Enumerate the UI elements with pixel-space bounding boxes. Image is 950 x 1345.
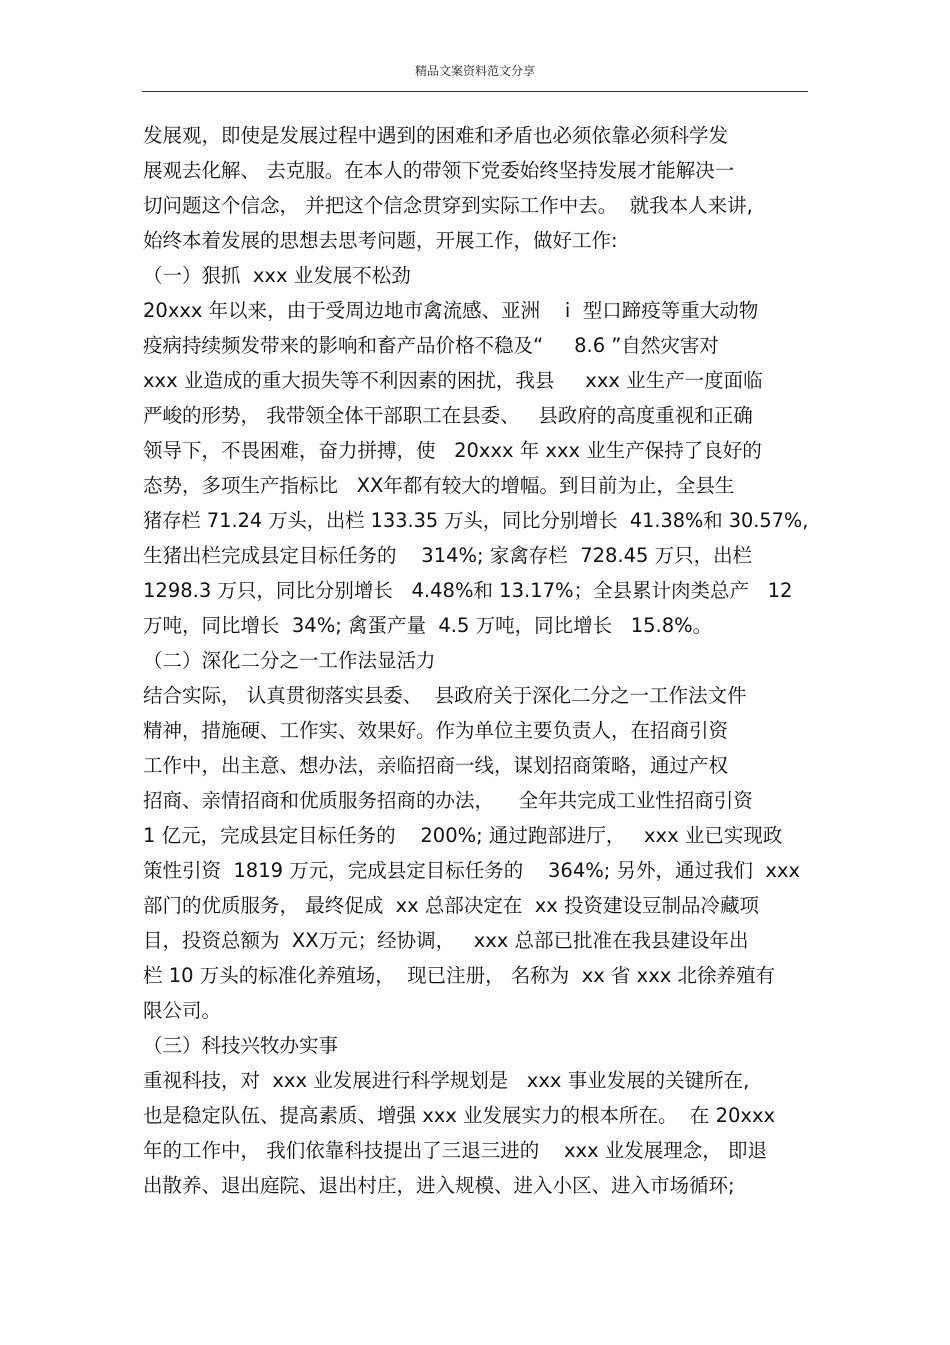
text-line: 严峻的形势， 我带领全体干部职工在县委、 县政府的高度重视和正确	[143, 404, 753, 427]
header-rule	[142, 91, 808, 92]
text-line: 结合实际， 认真贯彻落实县委、 县政府关于深化二分之一工作法文件	[143, 684, 747, 707]
text-line: 万吨，同比增长 34%; 禽蛋产量 4.5 万吨，同比增长 15.8%。	[143, 614, 713, 637]
page-header: 精品文案资料范文分享	[414, 64, 535, 78]
section-heading: （一）狠抓 xxx 业发展不松劲	[143, 264, 411, 287]
text-line: 1298.3 万只，同比分别增长 4.48%和 13.17%；全县累计肉类总产 12	[143, 579, 793, 602]
text-line: 出散养、退出庭院、退出村庄，进入规模、进入小区、进入市场循环;	[143, 1174, 735, 1197]
text-line: 疫病持续频发带来的影响和畜产品价格不稳及“ 8.6 ”自然灾害对	[143, 334, 719, 357]
text-line: 精神，措施硬、工作实、效果好。作为单位主要负责人，在招商引资	[143, 719, 729, 742]
section-heading: （二）深化二分之一工作法显活力	[143, 649, 436, 672]
text-line: 20xxx 年以来，由于受周边地市禽流感、亚洲 i 型口蹄疫等重大动物	[143, 299, 759, 322]
text-line: 始终本着发展的思想去思考问题，开展工作，做好工作:	[143, 229, 618, 252]
text-line: 部门的优质服务， 最终促成 xx 总部决定在 xx 投资建设豆制品冷藏项	[143, 894, 760, 917]
text-line: 态势，多项生产指标比 XX年都有较大的增幅。到目前为止，全县生	[143, 474, 735, 497]
text-line: 策性引资 1819 万元，完成县定目标任务的 364%; 另外，通过我们 xxx	[143, 859, 801, 882]
text-line: 展观去化解、 去克服。在本人的带领下党委始终坚持发展才能解决一	[143, 159, 735, 182]
text-line: xxx 业造成的重大损失等不利因素的困扰，我县 xxx 业生产一度面临	[143, 369, 763, 392]
text-line: 1 亿元，完成县定目标任务的 200%; 通过跑部进厅， xxx 业已实现政	[143, 824, 783, 847]
text-line: 也是稳定队伍、提高素质、增强 xxx 业发展实力的根本所在。 在 20xxx	[143, 1104, 776, 1127]
text-line: 生猪出栏完成县定目标任务的 314%; 家禽存栏 728.45 万只，出栏	[143, 544, 753, 567]
text-line: 招商、亲情招商和优质服务招商的办法， 全年共完成工业性招商引资	[143, 789, 753, 812]
section-heading: （三）科技兴牧办实事	[143, 1034, 339, 1057]
text-line: 发展观，即使是发展过程中遇到的困难和矛盾也必须依靠必须科学发	[143, 124, 729, 147]
text-line: 年的工作中， 我们依靠科技提出了三退三进的 xxx 业发展理念， 即退	[143, 1139, 768, 1162]
text-line: 工作中，出主意、想办法，亲临招商一线，谋划招商策略，通过产权	[143, 754, 729, 777]
text-line: 目，投资总额为 XX万元；经协调， xxx 总部已批准在我县建设年出	[143, 929, 749, 952]
text-line: 切问题这个信念， 并把这个信念贯穿到实际工作中去。 就我本人来讲,	[143, 194, 753, 217]
text-line: 猪存栏 71.24 万头，出栏 133.35 万头，同比分别增长 41.38%和 30.57%,	[143, 509, 809, 532]
text-line: 领导下，不畏困难，奋力拼搏，使 20xxx 年 xxx 业生产保持了良好的	[143, 439, 762, 462]
text-line: 重视科技，对 xxx 业发展进行科学规划是 xxx 事业发展的关键所在,	[143, 1069, 750, 1092]
text-line: 限公司。	[143, 999, 222, 1022]
text-line: 栏 10 万头的标准化养殖场， 现已注册， 名称为 xx 省 xxx 北徐养殖有	[143, 964, 775, 987]
